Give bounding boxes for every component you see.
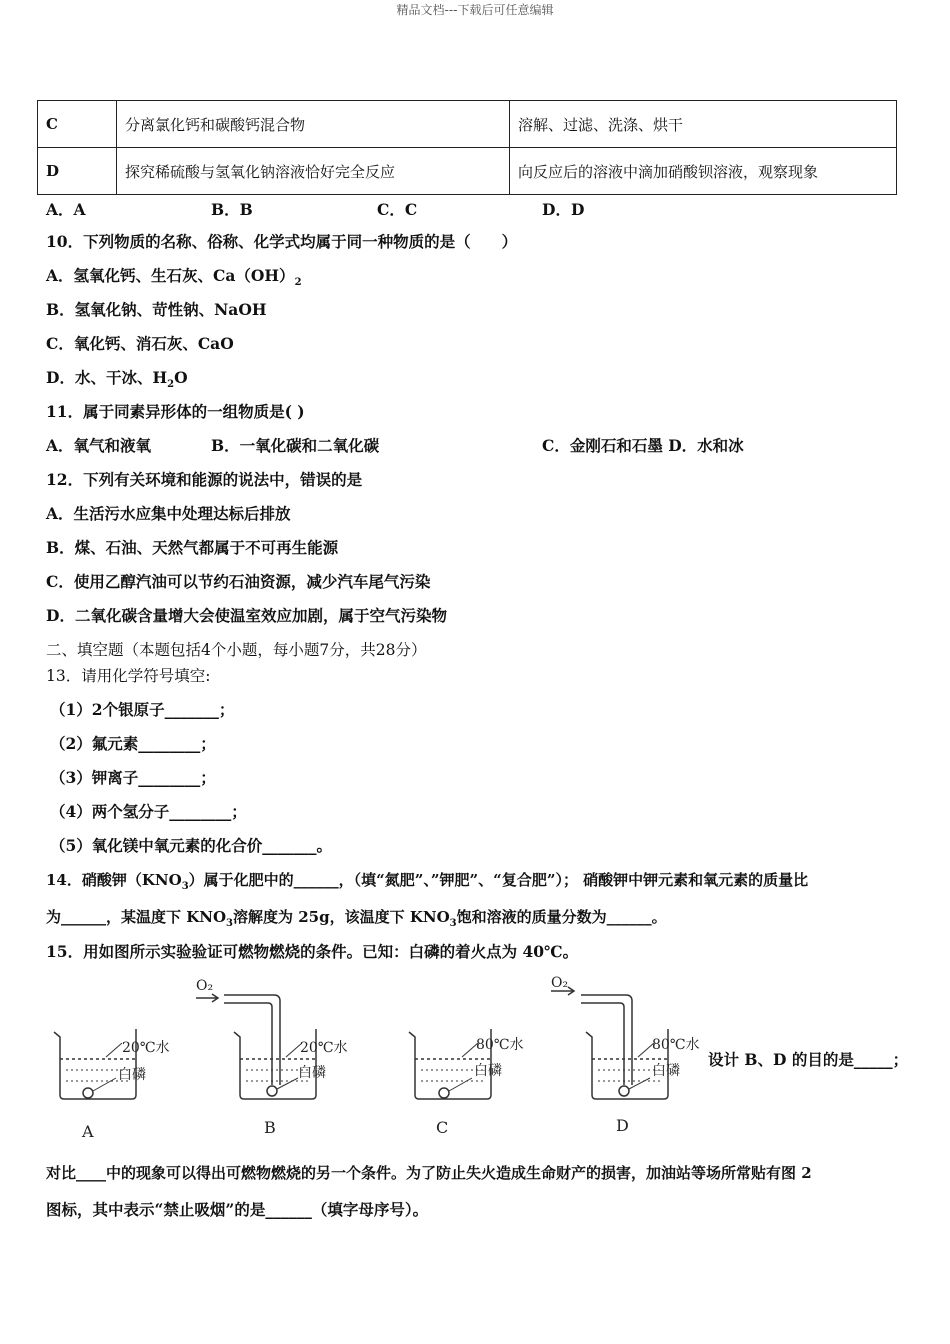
q10-option-b: B．氢氧化钠、苛性钠、NaOH xyxy=(46,300,267,319)
q15-line3: 图标，其中表示“禁止吸烟”的是______（填字母序号）。 xyxy=(46,1200,429,1219)
q10-option-c: C．氧化钙、消石灰、CaO xyxy=(46,334,234,353)
q11-stem: 11．属于同素异形体的一组物质是( ) xyxy=(46,402,305,421)
water-label: 20℃水 xyxy=(122,1040,170,1056)
q12-stem: 12．下列有关环境和能源的说法中，错误的是 xyxy=(46,470,363,489)
q13-item: （2）氟元素________； xyxy=(50,734,216,753)
q14-line1: 14．硝酸钾$(KNO_3)$属于化肥中的______，（填“氮肥”、”钾肥”、“复合肥”）； 硝酸钾中钾元素和氧元素的质量比 xyxy=(46,871,809,892)
experiment-figure xyxy=(46,975,706,1145)
q10-stem: 10．下列物质的名称、俗称、化学式均属于同一种物质的是（ ） xyxy=(46,232,518,251)
q9-option-c: C．C xyxy=(377,200,418,219)
q12-option-c: C．使用乙醇汽油可以节约石油资源，减少汽车尾气污染 xyxy=(46,572,431,591)
water-label: 80℃水 xyxy=(652,1037,700,1053)
figure-label-d: D xyxy=(616,1116,629,1135)
q12-option-a: A．生活污水应集中处理达标后排放 xyxy=(46,504,291,523)
row-purpose: 探究稀硫酸与氢氧化钠溶液恰好完全反应 xyxy=(117,148,510,195)
q13-stem: 13．请用化学符号填空: xyxy=(46,667,211,685)
beaker-b xyxy=(196,994,316,1099)
oxygen-label: O₂ xyxy=(196,978,214,994)
phosphorus-label: 白磷 xyxy=(298,1065,326,1081)
q11-option-cd: C．金刚石和石墨 D．水和冰 xyxy=(542,436,744,455)
q13-item: （5）氧化镁中氧元素的化合价_______。 xyxy=(50,836,333,855)
q9-option-d: D．D xyxy=(542,200,585,219)
row-label: C xyxy=(38,101,117,148)
table-row xyxy=(38,101,897,148)
q11-option-a: A．氧气和液氧 xyxy=(46,436,152,455)
q10-option-a: A．氢氧化钙、生石灰、$Ca(OH)_2$ xyxy=(46,266,302,289)
water-label: 80℃水 xyxy=(476,1037,524,1053)
figure-label-c: C xyxy=(436,1118,449,1137)
q15-stem: 15．用如图所示实验验证可燃物燃烧的条件。已知：白磷的着火点为 40℃。 xyxy=(46,942,579,961)
beaker-d xyxy=(551,987,668,1099)
q15-line2: 对比____中的现象可以得出可燃物燃烧的另一个条件。为了防止失火造成生命财产的损害，加油站等场所常贴有图 2 xyxy=(46,1164,812,1182)
phosphorus-label: 白磷 xyxy=(474,1063,502,1079)
q13-item: （4）两个氢分子________； xyxy=(50,802,247,821)
row-purpose: 分离氯化钙和碳酸钙混合物 xyxy=(117,101,510,148)
figure-label-b: B xyxy=(264,1118,276,1137)
options-table xyxy=(37,100,897,195)
section-title: 二、填空题（本题包括4个小题，每小题7分，共28分） xyxy=(46,641,427,659)
oxygen-label: O₂ xyxy=(551,975,569,991)
q14-line2: 为______，某温度下 $KNO_3$溶解度为 25g，该温度下 $KNO_3$饱和溶液的质量分数为______。 xyxy=(46,908,667,929)
page-header: 精品文档---下载后可任意编辑 xyxy=(396,3,554,17)
q10-option-d: D．水、干冰、$H_2O$ xyxy=(46,368,188,391)
table-row xyxy=(38,148,897,195)
row-label: D xyxy=(38,148,117,195)
phosphorus-label: 白磷 xyxy=(652,1063,680,1079)
q13-item: （1）2个银原子_______； xyxy=(50,700,235,719)
q9-option-a: A．A xyxy=(46,200,86,219)
q11-option-b: B．一氧化碳和二氧化碳 xyxy=(211,436,380,455)
q9-option-b: B．B xyxy=(211,200,253,219)
figure-label-a: A xyxy=(82,1122,94,1141)
q12-option-b: B．煤、石油、天然气都属于不可再生能源 xyxy=(46,538,339,557)
q15-side-text: 设计 B、D 的目的是_____； xyxy=(708,1050,909,1069)
q12-option-d: D．二氧化碳含量增大会使温室效应加剧，属于空气污染物 xyxy=(46,606,447,625)
q13-item: （3）钾离子________； xyxy=(50,768,216,787)
water-label: 20℃水 xyxy=(300,1040,348,1056)
row-method: 向反应后的溶液中滴加硝酸钡溶液，观察现象 xyxy=(510,148,897,195)
row-method: 溶解、过滤、洗涤、烘干 xyxy=(510,101,897,148)
phosphorus-label: 白磷 xyxy=(118,1067,146,1083)
